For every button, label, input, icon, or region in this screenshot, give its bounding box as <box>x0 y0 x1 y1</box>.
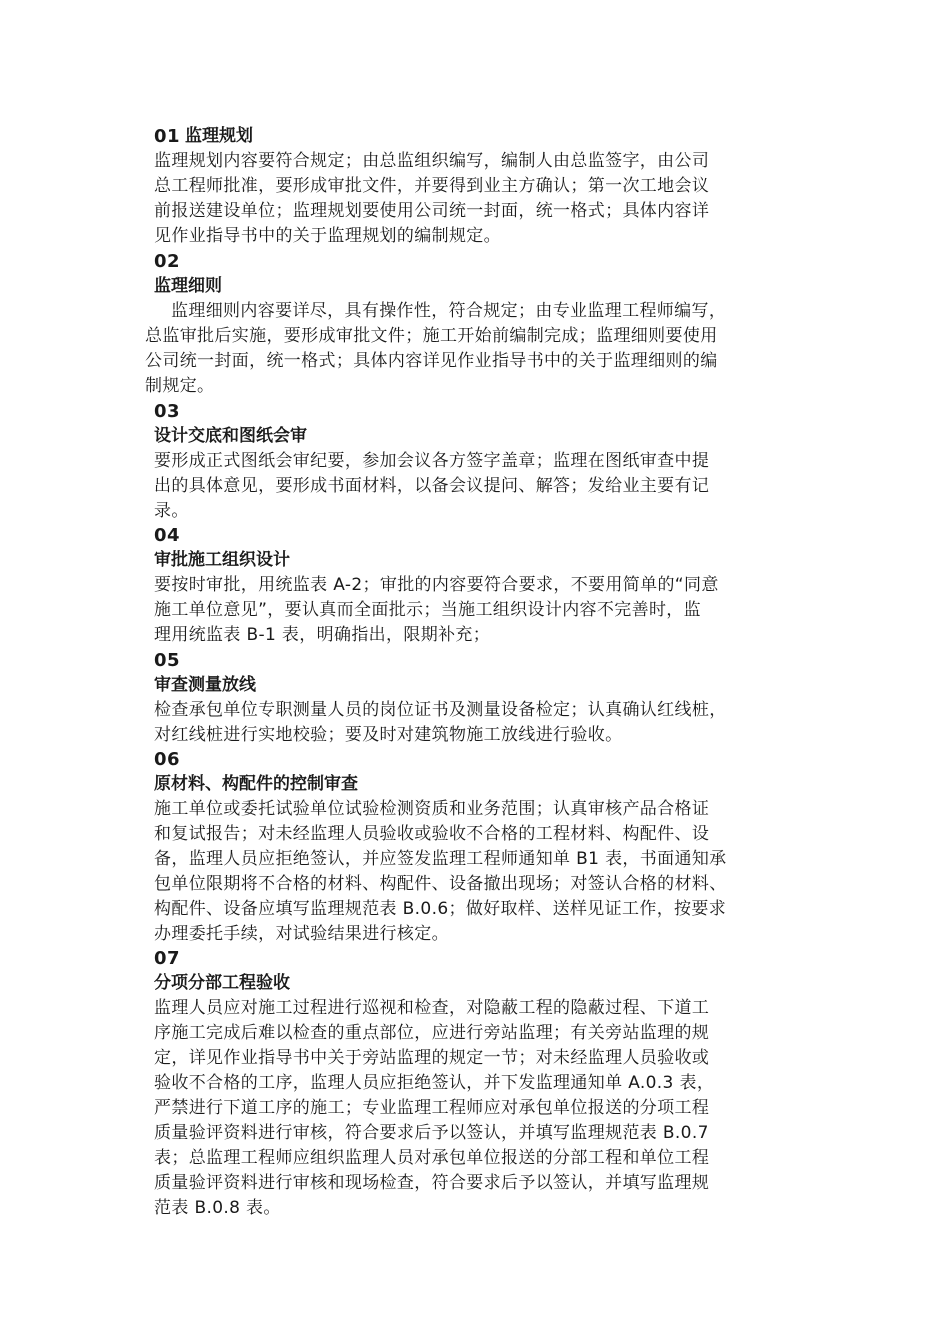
paragraph-line: 定，详见作业指导书中关于旁站监理的规定一节；对未经监理人员验收或 <box>154 1048 710 1068</box>
paragraph-line: 见作业指导书中的关于监理规划的编制规定。 <box>154 226 501 246</box>
paragraph-line: 严禁进行下道工序的施工；专业监理工程师应对承包单位报送的分项工程 <box>154 1098 710 1118</box>
paragraph-line: 监理规划内容要符合规定；由总监组织编写，编制人由总监签字，由公司 <box>154 151 710 171</box>
paragraph-line: 要按时审批，用统监表 A-2；审批的内容要符合要求，不要用简单的“同意 <box>154 575 719 595</box>
paragraph-line: 质量验评资料进行审核，符合要求后予以签认，并填写监理规范表 B.0.7 <box>154 1123 709 1143</box>
paragraph-line: 制规定。 <box>145 376 215 396</box>
section-title: 原材料、构配件的控制审查 <box>154 774 358 794</box>
paragraph-line: 理用统监表 B-1 表，明确指出，限期补充； <box>154 625 491 645</box>
paragraph-line: 对红线桩进行实地校验；要及时对建筑物施工放线进行验收。 <box>154 725 623 745</box>
section-title: 审批施工组织设计 <box>154 550 290 570</box>
paragraph-line: 检查承包单位专职测量人员的岗位证书及测量设备检定；认真确认红线桩， <box>154 700 727 720</box>
paragraph-line: 总监审批后实施，要形成审批文件；施工开始前编制完成；监理细则要使用 <box>145 326 718 346</box>
section-title: 分项分部工程验收 <box>154 973 290 993</box>
section-number: 05 <box>154 650 181 671</box>
section-title: 审查测量放线 <box>154 675 256 695</box>
paragraph-line: 序施工完成后难以检查的重点部位，应进行旁站监理；有关旁站监理的规 <box>154 1023 710 1043</box>
paragraph-line: 录。 <box>154 501 189 521</box>
paragraph-line: 施工单位意见”，要认真而全面批示；当施工组织设计内容不完善时，监 <box>154 600 702 620</box>
paragraph-line: 范表 B.0.8 表。 <box>154 1198 281 1218</box>
section-title: 设计交底和图纸会审 <box>154 426 307 446</box>
paragraph-line: 质量验评资料进行审核和现场检查，符合要求后予以签认，并填写监理规 <box>154 1173 710 1193</box>
paragraph-line: 包单位限期将不合格的材料、构配件、设备撤出现场；对签认合格的材料、 <box>154 874 727 894</box>
paragraph-line: 备，监理人员应拒绝签认，并应签发监理工程师通知单 B1 表，书面通知承 <box>154 849 727 869</box>
paragraph-line: 表；总监理工程师应组织监理人员对承包单位报送的分部工程和单位工程 <box>154 1148 710 1168</box>
paragraph-line: 和复试报告；对未经监理人员验收或验收不合格的工程材料、构配件、设 <box>154 824 710 844</box>
paragraph-line: 监理人员应对施工过程进行巡视和检查，对隐蔽工程的隐蔽过程、下道工 <box>154 998 710 1018</box>
paragraph-line: 监理细则内容要详尽，具有操作性，符合规定；由专业监理工程师编写， <box>171 301 727 321</box>
paragraph-line: 总工程师批准，要形成审批文件，并要得到业主方确认；第一次工地会议 <box>154 176 710 196</box>
section-number: 01 <box>154 126 181 147</box>
section-title: 监理规划 <box>185 126 253 146</box>
section-number: 07 <box>154 948 181 969</box>
section-number: 03 <box>154 401 181 422</box>
section-number: 06 <box>154 749 181 770</box>
paragraph-line: 施工单位或委托试验单位试验检测资质和业务范围；认真审核产品合格证 <box>154 799 710 819</box>
section-number: 04 <box>154 525 181 546</box>
paragraph-line: 要形成正式图纸会审纪要，参加会议各方签字盖章；监理在图纸审查中提 <box>154 451 710 471</box>
paragraph-line: 前报送建设单位；监理规划要使用公司统一封面，统一格式；具体内容详 <box>154 201 710 221</box>
paragraph-line: 办理委托手续，对试验结果进行核定。 <box>154 924 449 944</box>
section-number: 02 <box>154 251 181 272</box>
section-title: 监理细则 <box>154 276 222 296</box>
paragraph-line: 公司统一封面，统一格式；具体内容详见作业指导书中的关于监理细则的编 <box>145 351 718 371</box>
paragraph-line: 验收不合格的工序，监理人员应拒绝签认，并下发监理通知单 A.0.3 表， <box>154 1073 715 1093</box>
paragraph-line: 构配件、设备应填写监理规范表 B.0.6；做好取样、送样见证工作，按要求 <box>154 899 727 919</box>
paragraph-line: 出的具体意见，要形成书面材料，以备会议提问、解答；发给业主要有记 <box>154 476 710 496</box>
